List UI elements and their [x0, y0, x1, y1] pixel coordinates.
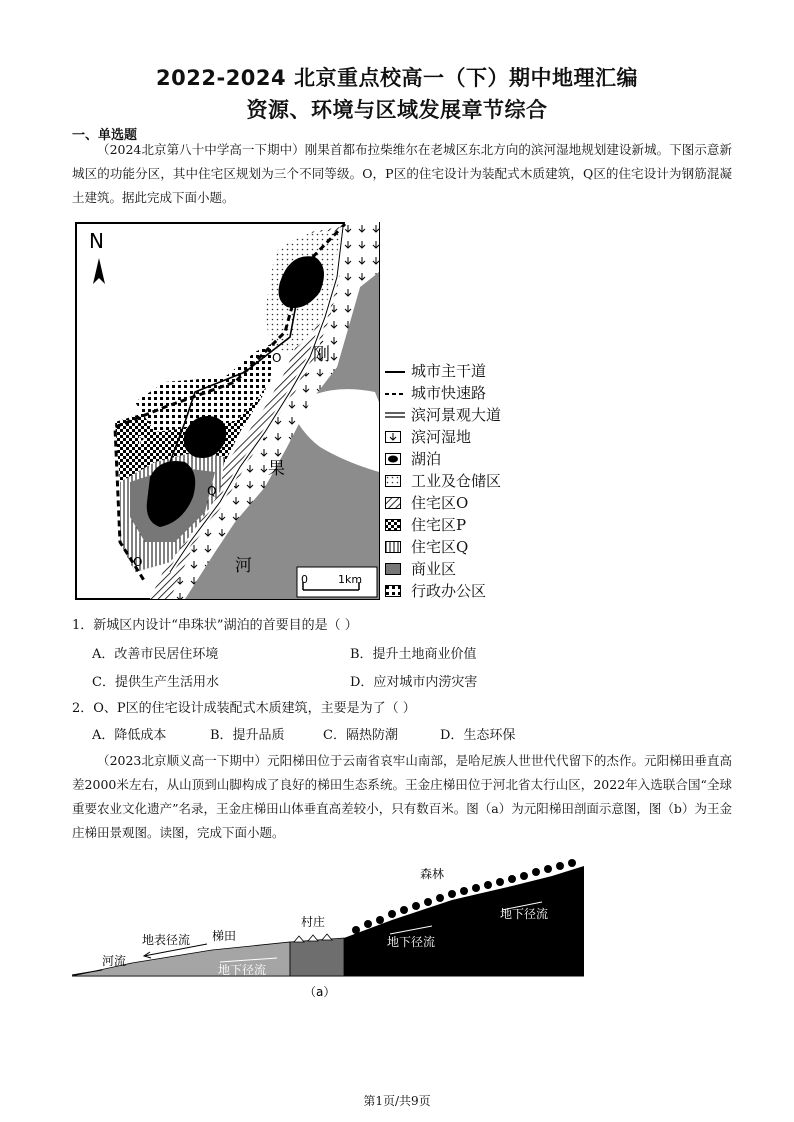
question-2-option-c: C．隔热防潮: [323, 728, 398, 743]
legend-label: 滨河景观大道: [411, 406, 502, 424]
river-label-1: 刚: [313, 345, 330, 365]
label-forest: 森林: [420, 867, 445, 881]
label-surface-runoff: 地表径流: [142, 933, 191, 947]
legend-label: 城市快速路: [411, 384, 487, 402]
label-groundwater-3: 地下径流: [500, 907, 549, 921]
wetland-icon: [385, 431, 401, 443]
scale-km: 1km: [338, 573, 363, 586]
scale-bar-box: [297, 567, 377, 597]
label-river: 河流: [102, 954, 127, 968]
riverside-avenue-icon: [385, 412, 405, 419]
lake-icon: [385, 453, 401, 465]
expressway-icon: [385, 392, 405, 396]
residential-p-icon: [385, 519, 401, 531]
question-2-option-d: D．生态环保: [440, 728, 516, 743]
main-road-icon: [385, 370, 405, 374]
label-groundwater-1: 地下径流: [218, 963, 267, 977]
section-heading: 一、单选题: [72, 128, 138, 143]
question-1-stem: 1．新城区内设计“串珠状”湖泊的首要目的是（ ）: [72, 618, 358, 633]
page-footer: 第1页/共9页: [363, 1094, 431, 1108]
label-terrace: 梯田: [212, 929, 237, 943]
legend-label: 城市主干道: [411, 362, 487, 380]
question-2-option-b: B．提升品质: [210, 728, 285, 743]
label-village: 村庄: [301, 915, 326, 929]
intro-paragraph-1: （2024北京第八十中学高一下期中）刚果首都布拉柴维尔在老城区东北方向的滨河湿地规划建设新城。下图示意新城区的功能分区，其中住宅区规划为三个不同等级。O，P区的住宅设计为装配式木质建筑，Q区的住宅设计为钢筋混凝土建筑。据此完成下面小题。: [72, 142, 732, 205]
river-label-2: 果: [268, 459, 285, 479]
label-groundwater-2: 地下径流: [387, 935, 436, 949]
terrace-profile-figure: [72, 858, 592, 1000]
question-2-option-a: A．降低成本: [92, 728, 167, 743]
legend-label: 住宅区Q: [411, 538, 469, 556]
residential-o-icon: [385, 497, 401, 509]
legend-label: 行政办公区: [411, 582, 487, 600]
legend-label: 湖泊: [411, 450, 442, 468]
question-1-option-b: B．提升土地商业价值: [350, 647, 477, 662]
question-1-option-a: A．改善市民居住环境: [92, 647, 219, 662]
residential-q-icon: [385, 541, 401, 553]
city-zoning-map: [75, 222, 380, 600]
village-block: [290, 938, 344, 976]
commercial-icon: [385, 563, 401, 575]
document-title: 2022-2024 北京重点校高一（下）期中地理汇编: [156, 66, 638, 90]
legend-label: 滨河湿地: [411, 428, 472, 446]
industry-icon: [385, 475, 401, 487]
document-subtitle: 资源、环境与区域发展章节综合: [246, 98, 548, 122]
north-label: N: [89, 229, 104, 253]
admin-icon: [385, 585, 401, 597]
intro-paragraph-2: （2023北京顺义高一下期中）元阳梯田位于云南省哀牢山南部，是哈尼族人世世代代留下的杰作。元阳梯田垂直高差2000米左右，从山顶到山脚构成了良好的梯田生态系统。王金庄梯田位于河北省太行山区，2022年入选联合国“全球重要农业文化遗产”名录，王金庄梯田山体垂直高差较小，只有数百米。图（a）为元阳梯田剖面示意图，图（b）为王金庄梯田景观图。读图，完成下面小题。: [72, 753, 732, 840]
river-label-3: 河: [235, 556, 252, 576]
zone-label-o-south: O: [133, 555, 143, 569]
question-2-stem: 2．O、P区的住宅设计成装配式木质建筑，主要是为了（ ）: [72, 701, 416, 716]
legend-label: 住宅区O: [411, 494, 469, 512]
legend-label: 商业区: [411, 560, 457, 578]
question-1-option-d: D．应对城市内涝灾害: [350, 675, 478, 690]
zone-label-q: Q: [207, 484, 217, 498]
legend-label: 住宅区P: [411, 516, 467, 534]
legend-label: 工业及仓储区: [411, 472, 502, 490]
question-1-option-c: C．提供生产生活用水: [92, 675, 219, 690]
zone-label-o-north: O: [272, 351, 282, 365]
scale-zero: 0: [301, 573, 308, 586]
figure-caption-a: （a）: [304, 985, 336, 999]
zone-label-p: P: [138, 434, 146, 448]
